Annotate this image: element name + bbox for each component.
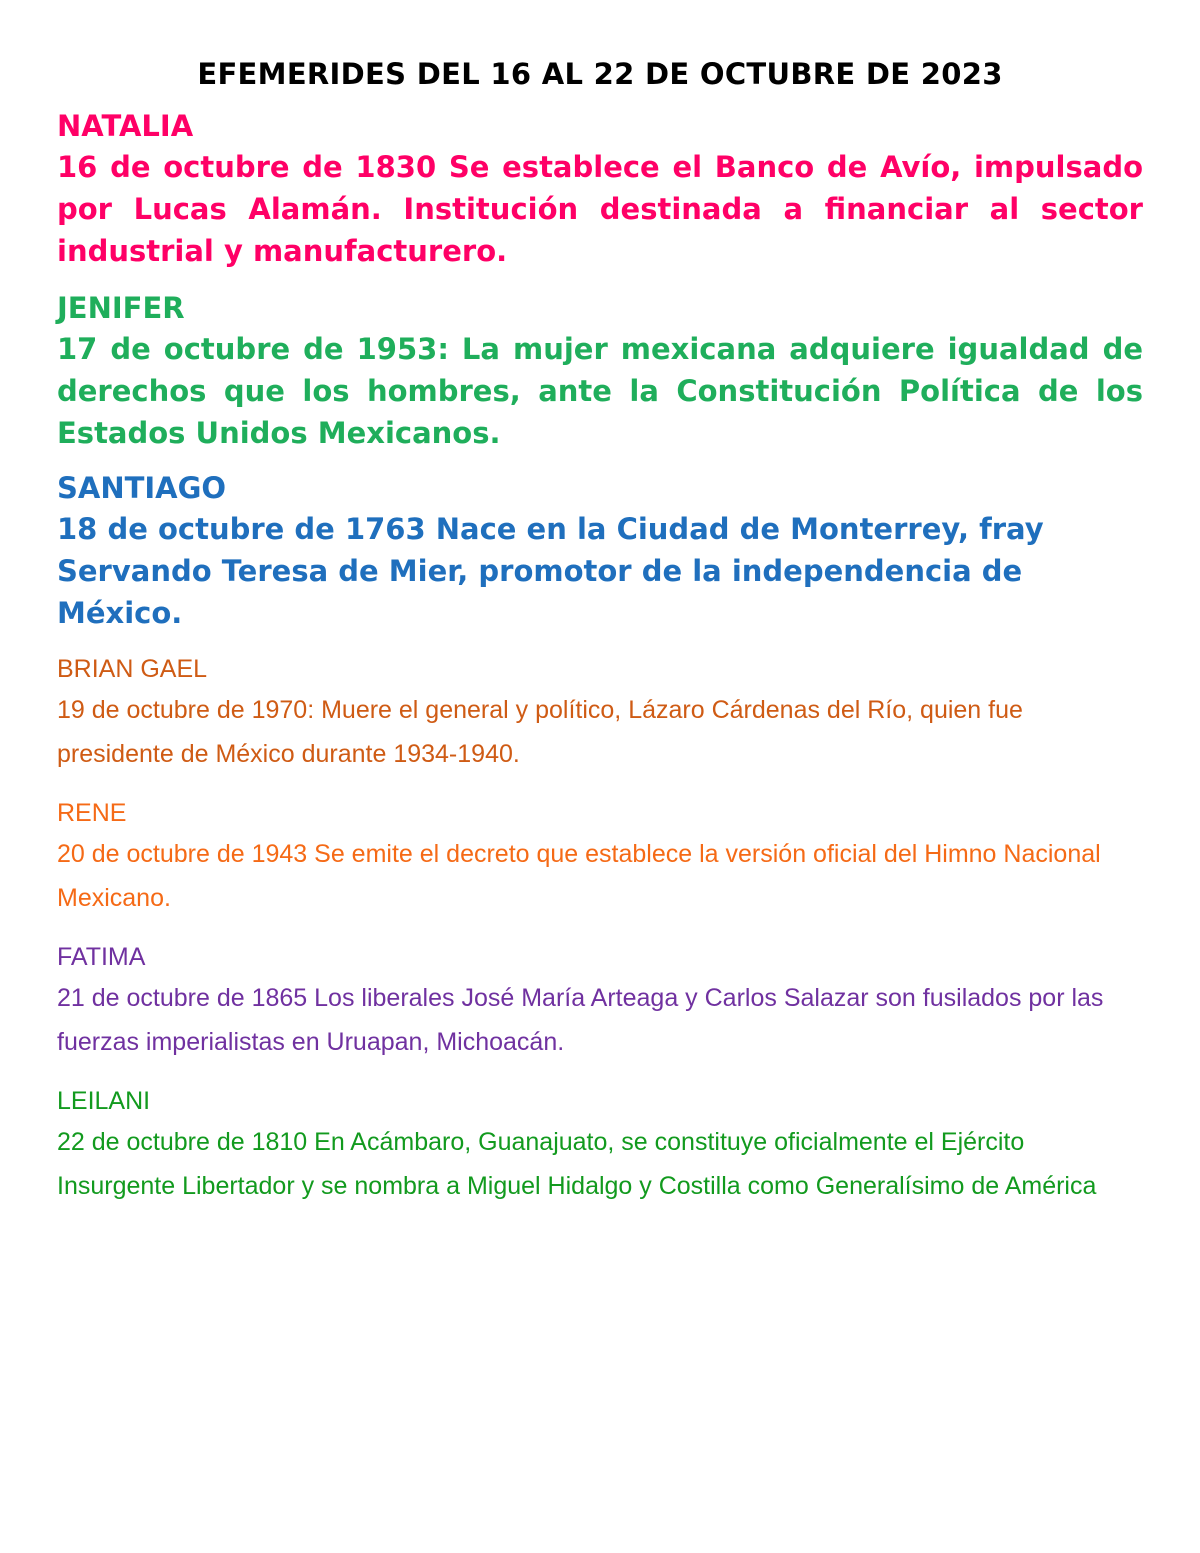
document-title: EFEMERIDES DEL 16 AL 22 DE OCTUBRE DE 2023 bbox=[197, 57, 1003, 91]
entry-name: FATIMA bbox=[57, 943, 146, 971]
document-page bbox=[57, 52, 1143, 1208]
entry-text: 22 de octubre de 1810 En Acámbaro, Guanajuato, se constituye oficialmente el Ejército Insurgente Libertador y se nombra a Miguel Hidalgo y Costilla como Generalísimo de América bbox=[57, 1128, 1097, 1200]
entry-name: JENIFER bbox=[57, 291, 185, 325]
entry-text: 20 de octubre de 1943 Se emite el decreto que establece la versión oficial del Himno Nacional Mexicano. bbox=[57, 840, 1101, 912]
entry-text: 21 de octubre de 1865 Los liberales José María Arteaga y Carlos Salazar son fusilados por las fuerzas imperialistas en Uruapan, Michoacán. bbox=[57, 984, 1104, 1056]
entry-name: LEILANI bbox=[57, 1087, 151, 1115]
entry-fatima bbox=[57, 938, 1143, 1064]
entry-santiago bbox=[57, 468, 1143, 634]
entry-name: SANTIAGO bbox=[57, 471, 227, 505]
entry-text: 17 de octubre de 1953: La mujer mexicana adquiere igualdad de derechos que los hombres, ante la Constitución Política de los Estados Unidos Mexicanos. bbox=[57, 332, 1143, 450]
entry-jenifer bbox=[57, 288, 1143, 454]
entry-name: RENE bbox=[57, 799, 127, 827]
entry-text: 18 de octubre de 1763 Nace en la Ciudad de Monterrey, fray Servando Teresa de Mier, promotor de la independencia de México. bbox=[57, 512, 1044, 630]
entry-name: BRIAN GAEL bbox=[57, 655, 208, 683]
entry-text: 16 de octubre de 1830 Se establece el Banco de Avío, impulsado por Lucas Alamán. Institución destinada a financiar al sector industrial y manufacturero. bbox=[57, 150, 1143, 268]
entry-natalia bbox=[57, 106, 1143, 272]
entry-name: NATALIA bbox=[57, 109, 194, 143]
entry-rene bbox=[57, 794, 1143, 920]
entry-brian-gael bbox=[57, 650, 1143, 776]
entry-text: 19 de octubre de 1970: Muere el general y político, Lázaro Cárdenas del Río, quien fue presidente de México durante 1934-1940. bbox=[57, 696, 1023, 768]
entry-leilani bbox=[57, 1082, 1143, 1208]
